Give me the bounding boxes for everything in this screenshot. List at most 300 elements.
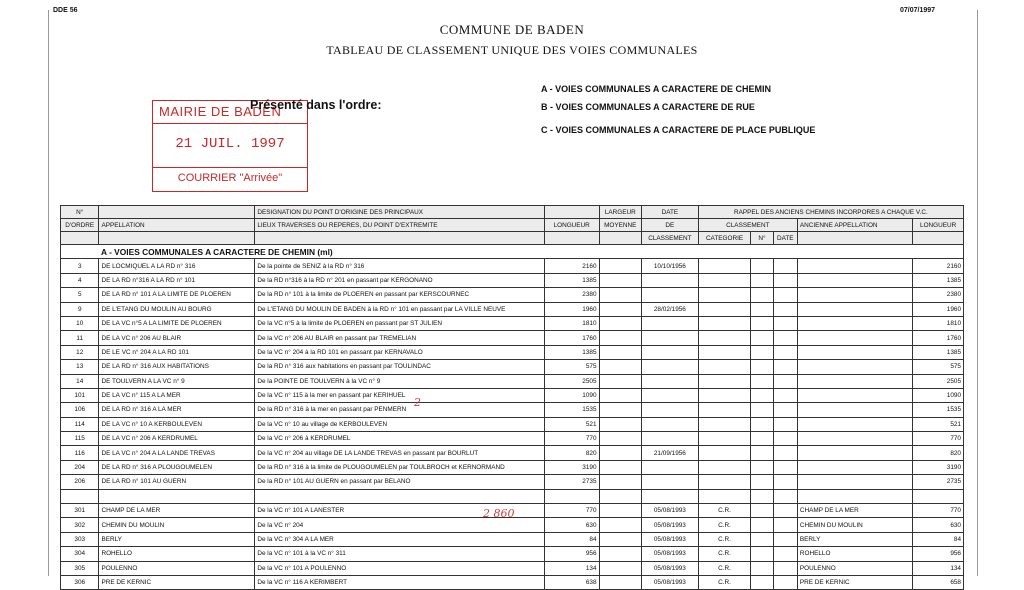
cell-designation: De la VC n° 101 A LANESTER xyxy=(255,504,545,518)
cell-longueur-2: 134 xyxy=(913,561,964,575)
table-row xyxy=(61,460,964,474)
cell-longueur: 521 xyxy=(544,417,599,431)
cell-longueur-2: 1810 xyxy=(913,316,964,330)
cell-number: 10 xyxy=(61,316,99,330)
presented-label: Présenté dans l'ordre: xyxy=(250,98,382,112)
cell-sub-date xyxy=(773,374,797,388)
cell-categorie xyxy=(698,403,751,417)
cell-designation: De la VC n° 206 à KERDRUMEL xyxy=(255,432,545,446)
cell-longueur: 2505 xyxy=(544,374,599,388)
table-header-row xyxy=(61,219,964,232)
document-reference: DDE 56 xyxy=(53,7,78,14)
cell-largeur xyxy=(599,331,642,345)
cell-date xyxy=(642,316,699,330)
table-row xyxy=(61,360,964,374)
col-no: N° xyxy=(61,206,99,219)
cell-sub-date xyxy=(773,316,797,330)
cell-appellation: POULENNO xyxy=(99,561,255,575)
cell-n xyxy=(751,575,773,589)
cell-designation: De la VC n° 10 au village de KERBOULEVEN xyxy=(255,417,545,431)
cell-largeur xyxy=(599,575,642,589)
stamp-courrier: COURRIER "Arrivée" xyxy=(177,172,283,184)
cell-n xyxy=(751,288,773,302)
cell-sub-date xyxy=(773,432,797,446)
cell-number: 3 xyxy=(61,259,99,273)
cell-largeur xyxy=(599,374,642,388)
cell-ancienne xyxy=(797,403,912,417)
cell-longueur-2: 1535 xyxy=(913,403,964,417)
cell-largeur xyxy=(599,446,642,460)
cell-appellation: DE TOULVERN A LA VC n° 9 xyxy=(99,374,255,388)
col-longueur: LONGUEUR xyxy=(544,219,599,232)
cell-sub-date xyxy=(773,360,797,374)
cell-designation: De la VC n° 304 A LA MER xyxy=(255,532,545,546)
cell-number: 304 xyxy=(61,547,99,561)
cell-largeur xyxy=(599,403,642,417)
cell-designation: De la VC n° 206 AU BLAIR en passant par TREMELIAN xyxy=(255,331,545,345)
cell-ancienne xyxy=(797,288,912,302)
cell-largeur xyxy=(599,302,642,316)
received-stamp xyxy=(152,100,308,192)
cell-appellation: DE LA VC n° 206 AU BLAIR xyxy=(99,331,255,345)
cell-sub-date xyxy=(773,417,797,431)
cell-ancienne xyxy=(797,273,912,287)
col-longueur-2: LONGUEUR xyxy=(913,219,964,232)
cell-longueur: 575 xyxy=(544,360,599,374)
cell-designation: De la VC n° 101 à la VC n° 311 xyxy=(255,547,545,561)
cell-categorie xyxy=(698,316,751,330)
cell-largeur xyxy=(599,417,642,431)
cell-designation: De la RD n° 316 à la mer en passant par PENMERN xyxy=(255,403,545,417)
cell-categorie xyxy=(698,460,751,474)
cell-number: 14 xyxy=(61,374,99,388)
cell-date xyxy=(642,432,699,446)
category-a-label: A - VOIES COMMUNALES A CARACTERE DE CHEMIN xyxy=(541,84,772,94)
cell-designation: De la VC n° 101 A POULENNO xyxy=(255,561,545,575)
cell-longueur-2: 2735 xyxy=(913,475,964,489)
cell-number: 12 xyxy=(61,345,99,359)
cell-longueur-2: 770 xyxy=(913,504,964,518)
cell-longueur-2: 521 xyxy=(913,417,964,431)
cell-ancienne xyxy=(797,446,912,460)
cell-number: 204 xyxy=(61,460,99,474)
cell-longueur-2: 820 xyxy=(913,446,964,460)
table-row xyxy=(61,288,964,302)
cell-sub-date xyxy=(773,547,797,561)
col-ancienne: ANCIENNE APPELLATION xyxy=(797,219,912,232)
cell-longueur: 1760 xyxy=(544,331,599,345)
cell-appellation: CHAMP DE LA MER xyxy=(99,504,255,518)
cell-categorie xyxy=(698,302,751,316)
cell-n xyxy=(751,417,773,431)
cell-date: 05/08/1993 xyxy=(642,561,699,575)
cell-date: 05/08/1993 xyxy=(642,575,699,589)
cell-categorie xyxy=(698,432,751,446)
table-row xyxy=(61,302,964,316)
cell-categorie: C.R. xyxy=(698,547,751,561)
cell-number: 306 xyxy=(61,575,99,589)
cell-appellation: DE LA VC n° 204 A LA LANDE TREVAS xyxy=(99,446,255,460)
spacer-row xyxy=(61,489,964,503)
cell-n xyxy=(751,403,773,417)
cell-sub-date xyxy=(773,561,797,575)
col-n: N° xyxy=(751,232,773,245)
cell-categorie xyxy=(698,475,751,489)
cell-ancienne: BERLY xyxy=(797,532,912,546)
cell-appellation: BERLY xyxy=(99,532,255,546)
cell-number: 305 xyxy=(61,561,99,575)
cell-longueur: 820 xyxy=(544,446,599,460)
cell-largeur xyxy=(599,460,642,474)
cell-ancienne xyxy=(797,345,912,359)
cell-ancienne xyxy=(797,316,912,330)
cell-longueur: 2160 xyxy=(544,259,599,273)
cell-sub-date xyxy=(773,446,797,460)
cell-number: 4 xyxy=(61,273,99,287)
cell-largeur xyxy=(599,360,642,374)
cell-categorie xyxy=(698,288,751,302)
table-row xyxy=(61,561,964,575)
cell-n xyxy=(751,345,773,359)
cell-designation: De la RD n°316 à la RD n° 201 en passant par KERGONANO xyxy=(255,273,545,287)
col-rappel: RAPPEL DES ANCIENS CHEMINS INCORPORES A CHAQUE V.C. xyxy=(698,206,963,219)
cell-ancienne xyxy=(797,432,912,446)
cell-longueur: 1960 xyxy=(544,302,599,316)
cell-categorie xyxy=(698,273,751,287)
col-classement-date: CLASSEMENT xyxy=(642,232,699,245)
cell-categorie xyxy=(698,345,751,359)
cell-designation: De la VC n° 204 xyxy=(255,518,545,532)
cell-designation: De la VC n°5 à la limite de PLOEREN en passant par ST JULIEN xyxy=(255,316,545,330)
document-date: 07/07/1997 xyxy=(900,7,936,14)
cell-n xyxy=(751,532,773,546)
cell-appellation: ROHELLO xyxy=(99,547,255,561)
cell-ancienne xyxy=(797,374,912,388)
table-header-row xyxy=(61,206,964,219)
cell-longueur-2: 630 xyxy=(913,518,964,532)
cell-longueur-2: 1960 xyxy=(913,302,964,316)
table-row xyxy=(61,316,964,330)
cell-longueur-2: 84 xyxy=(913,532,964,546)
cell-ancienne: PRE DE KERNIC xyxy=(797,575,912,589)
cell-longueur: 630 xyxy=(544,518,599,532)
cell-ancienne: CHEMIN DU MOULIN xyxy=(797,518,912,532)
cell-largeur xyxy=(599,388,642,402)
cell-longueur-2: 1090 xyxy=(913,388,964,402)
handwritten-mark: 2 860 xyxy=(483,507,515,520)
cell-categorie xyxy=(698,417,751,431)
table-row xyxy=(61,273,964,287)
cell-date: 05/08/1993 xyxy=(642,547,699,561)
cell-longueur-2: 658 xyxy=(913,575,964,589)
cell-n xyxy=(751,475,773,489)
cell-n xyxy=(751,302,773,316)
cell-appellation: DE LA RD n° 316 A PLOUGOUMELEN xyxy=(99,460,255,474)
cell-date: 10/10/1956 xyxy=(642,259,699,273)
cell-n xyxy=(751,273,773,287)
table-row xyxy=(61,259,964,273)
table-row xyxy=(61,388,964,402)
cell-sub-date xyxy=(773,518,797,532)
cell-date xyxy=(642,288,699,302)
page-title: COMMUNE DE BADEN xyxy=(439,22,585,37)
cell-longueur: 638 xyxy=(544,575,599,589)
cell-largeur xyxy=(599,288,642,302)
cell-longueur: 956 xyxy=(544,547,599,561)
cell-largeur xyxy=(599,561,642,575)
category-c-label: C - VOIES COMMUNALES A CARACTERE DE PLACE PUBLIQUE xyxy=(541,125,816,135)
cell-sub-date xyxy=(773,331,797,345)
cell-longueur-2: 770 xyxy=(913,432,964,446)
cell-number: 302 xyxy=(61,518,99,532)
cell-categorie: C.R. xyxy=(698,518,751,532)
cell-n xyxy=(751,460,773,474)
cell-sub-date xyxy=(773,460,797,474)
cell-categorie xyxy=(698,331,751,345)
cell-longueur: 1535 xyxy=(544,403,599,417)
cell-ancienne xyxy=(797,360,912,374)
table-row xyxy=(61,547,964,561)
cell-appellation: DE LA RD n° 101 A LA LIMITE DE PLOEREN xyxy=(99,288,255,302)
cell-date: 28/02/1956 xyxy=(642,302,699,316)
cell-date: 05/08/1993 xyxy=(642,504,699,518)
cell-date xyxy=(642,374,699,388)
cell-largeur xyxy=(599,504,642,518)
section-a-body xyxy=(61,259,964,489)
cell-designation: De la pointe de SENIZ à la RD n° 316 xyxy=(255,259,545,273)
cell-sub-date xyxy=(773,475,797,489)
cell-date: 05/08/1993 xyxy=(642,532,699,546)
cell-longueur: 3190 xyxy=(544,460,599,474)
cell-largeur xyxy=(599,345,642,359)
cell-n xyxy=(751,331,773,345)
cell-appellation: DE LA VC n° 206 A KERDRUMEL xyxy=(99,432,255,446)
cell-longueur-2: 1385 xyxy=(913,273,964,287)
stamp-date: 21 JUIL. 1997 xyxy=(175,136,285,152)
cell-largeur xyxy=(599,547,642,561)
cell-longueur-2: 3190 xyxy=(913,460,964,474)
cell-n xyxy=(751,446,773,460)
cell-ancienne xyxy=(797,475,912,489)
cell-designation: De la RD n° 316 à la limite de PLOUGOUMELEN par TOULBROCH et KERNORMAND xyxy=(255,460,545,474)
col-date: DATE xyxy=(642,206,699,219)
category-b-label: B - VOIES COMMUNALES A CARACTERE DE RUE xyxy=(541,102,755,112)
cell-longueur: 770 xyxy=(544,504,599,518)
cell-largeur xyxy=(599,518,642,532)
cell-ancienne xyxy=(797,331,912,345)
table-row xyxy=(61,374,964,388)
cell-appellation: PRE DE KERNIC xyxy=(99,575,255,589)
cell-sub-date xyxy=(773,575,797,589)
cell-designation: De la VC n° 115 à la mer en passant par KERIHUEL xyxy=(255,388,545,402)
cell-date xyxy=(642,273,699,287)
cell-longueur-2: 1385 xyxy=(913,345,964,359)
cell-date xyxy=(642,388,699,402)
cell-designation: De la VC n° 204 au village DE LA LANDE TREVAS en passant par BOURLUT xyxy=(255,446,545,460)
table-row xyxy=(61,518,964,532)
cell-ancienne xyxy=(797,259,912,273)
col-designation-2: LIEUX TRAVERSES OU REPERES, DU POINT D'EXTREMITE xyxy=(255,219,545,232)
cell-sub-date xyxy=(773,302,797,316)
cell-n xyxy=(751,259,773,273)
cell-longueur: 770 xyxy=(544,432,599,446)
cell-date: 05/08/1993 xyxy=(642,518,699,532)
cell-categorie xyxy=(698,360,751,374)
cell-number: 114 xyxy=(61,417,99,431)
cell-longueur: 2735 xyxy=(544,475,599,489)
cell-longueur-2: 2505 xyxy=(913,374,964,388)
col-largeur: LARGEUR xyxy=(599,206,642,219)
cell-longueur: 1090 xyxy=(544,388,599,402)
table-row xyxy=(61,331,964,345)
cell-n xyxy=(751,374,773,388)
cell-largeur xyxy=(599,475,642,489)
cell-appellation: DE LA RD n° 316 AUX HABITATIONS xyxy=(99,360,255,374)
cell-sub-date xyxy=(773,388,797,402)
cell-date xyxy=(642,403,699,417)
table-row xyxy=(61,532,964,546)
cell-number: 9 xyxy=(61,302,99,316)
cell-n xyxy=(751,504,773,518)
cell-categorie xyxy=(698,388,751,402)
cell-n xyxy=(751,432,773,446)
cell-longueur-2: 2160 xyxy=(913,259,964,273)
cell-appellation: DE LA RD n° 101 AU GUERN xyxy=(99,475,255,489)
cell-ancienne xyxy=(797,460,912,474)
cell-n xyxy=(751,547,773,561)
cell-sub-date xyxy=(773,403,797,417)
cell-number: 116 xyxy=(61,446,99,460)
table-row xyxy=(61,345,964,359)
cell-number: 115 xyxy=(61,432,99,446)
cell-longueur: 2380 xyxy=(544,288,599,302)
cell-date xyxy=(642,345,699,359)
cell-longueur: 134 xyxy=(544,561,599,575)
page-subtitle: TABLEAU DE CLASSEMENT UNIQUE DES VOIES COMMUNALES xyxy=(326,43,698,57)
cell-sub-date xyxy=(773,532,797,546)
col-sub-date: DATE xyxy=(773,232,797,245)
cell-appellation: DE L'ETANG DU MOULIN AU BOURG xyxy=(99,302,255,316)
cell-sub-date xyxy=(773,345,797,359)
cell-designation: De la POINTE DE TOULVERN à la VC n° 9 xyxy=(255,374,545,388)
cell-sub-date xyxy=(773,273,797,287)
cell-designation: De la VC n° 204 à la RD 101 en passant par KERNAVALO xyxy=(255,345,545,359)
col-appellation: APPELLATION xyxy=(99,219,255,232)
cell-number: 13 xyxy=(61,360,99,374)
col-classement: CLASSEMENT xyxy=(698,219,797,232)
cell-largeur xyxy=(599,432,642,446)
cell-number: 301 xyxy=(61,504,99,518)
section-a-row xyxy=(61,245,964,259)
handwritten-mark: 2 xyxy=(414,396,421,409)
cell-longueur-2: 575 xyxy=(913,360,964,374)
cell-date xyxy=(642,331,699,345)
cell-n xyxy=(751,360,773,374)
table-header-row xyxy=(61,232,964,245)
cell-n xyxy=(751,518,773,532)
col-date-de: DE xyxy=(642,219,699,232)
cell-ancienne xyxy=(797,417,912,431)
col-no-ordre: D'ORDRE xyxy=(61,219,99,232)
cell-longueur: 84 xyxy=(544,532,599,546)
stamp-divider xyxy=(153,123,307,124)
cell-n xyxy=(751,316,773,330)
cell-longueur: 1385 xyxy=(544,345,599,359)
cell-ancienne: CHAMP DE LA MER xyxy=(797,504,912,518)
cell-number: 206 xyxy=(61,475,99,489)
cell-longueur-2: 956 xyxy=(913,547,964,561)
cell-number: 303 xyxy=(61,532,99,546)
table-row xyxy=(61,417,964,431)
cell-ancienne: POULENNO xyxy=(797,561,912,575)
cell-categorie: C.R. xyxy=(698,532,751,546)
cell-appellation: CHEMIN DU MOULIN xyxy=(99,518,255,532)
cell-appellation: DE LE VC n° 204 A LA RD 101 xyxy=(99,345,255,359)
cell-sub-date xyxy=(773,259,797,273)
cell-appellation: DE LA VC n°5 A LA LIMITE DE PLOEREN xyxy=(99,316,255,330)
cell-designation: De la RD n° 316 aux habitations en passant par TOULINDAC xyxy=(255,360,545,374)
classification-table xyxy=(60,205,964,590)
col-categorie: CATEGORIE xyxy=(698,232,751,245)
cell-appellation: DE LA VC n° 115 A LA MER xyxy=(99,388,255,402)
cell-largeur xyxy=(599,532,642,546)
cell-appellation: DE LA VC n° 10 A KERBOULEVEN xyxy=(99,417,255,431)
col-moyenne: MOYENNE xyxy=(599,219,642,232)
cell-largeur xyxy=(599,273,642,287)
cell-designation: De L'ETANG DU MOULIN DE BADEN à la RD n° 101 en passant par LA VILLE NEUVE xyxy=(255,302,545,316)
cell-categorie xyxy=(698,259,751,273)
cell-sub-date xyxy=(773,288,797,302)
cell-number: 11 xyxy=(61,331,99,345)
stamp-divider xyxy=(153,167,307,168)
cell-n xyxy=(751,561,773,575)
cell-appellation: DE LOCMIQUEL A LA RD n° 316 xyxy=(99,259,255,273)
cell-number: 106 xyxy=(61,403,99,417)
cell-n xyxy=(751,388,773,402)
table-row xyxy=(61,575,964,589)
cell-designation: De la RD n° 101 à la limite de PLOEREN en passant par KERSCOURNEC xyxy=(255,288,545,302)
cell-categorie: C.R. xyxy=(698,561,751,575)
cell-largeur xyxy=(599,259,642,273)
cell-designation: De la VC n° 116 A KERIMBERT xyxy=(255,575,545,589)
cell-ancienne xyxy=(797,302,912,316)
cell-longueur: 1385 xyxy=(544,273,599,287)
cell-sub-date xyxy=(773,504,797,518)
cell-longueur: 1810 xyxy=(544,316,599,330)
table-row xyxy=(61,475,964,489)
cell-date xyxy=(642,475,699,489)
cell-ancienne: ROHELLO xyxy=(797,547,912,561)
table-row xyxy=(61,446,964,460)
cell-categorie xyxy=(698,374,751,388)
table-row xyxy=(61,432,964,446)
cell-categorie: C.R. xyxy=(698,575,751,589)
cell-date xyxy=(642,417,699,431)
cell-appellation: DE LA RD n°316 A LA RD n° 101 xyxy=(99,273,255,287)
cell-longueur-2: 2380 xyxy=(913,288,964,302)
cell-ancienne xyxy=(797,388,912,402)
cell-date: 21/09/1956 xyxy=(642,446,699,460)
cell-designation: De la RD n° 101 AU GUERN en passant par BELANO xyxy=(255,475,545,489)
cell-number: 101 xyxy=(61,388,99,402)
cell-categorie: C.R. xyxy=(698,504,751,518)
cell-categorie xyxy=(698,446,751,460)
table-row xyxy=(61,403,964,417)
cell-date xyxy=(642,360,699,374)
cell-largeur xyxy=(599,316,642,330)
cell-appellation: DE LA RD n° 316 A LA MER xyxy=(99,403,255,417)
cell-longueur-2: 1760 xyxy=(913,331,964,345)
